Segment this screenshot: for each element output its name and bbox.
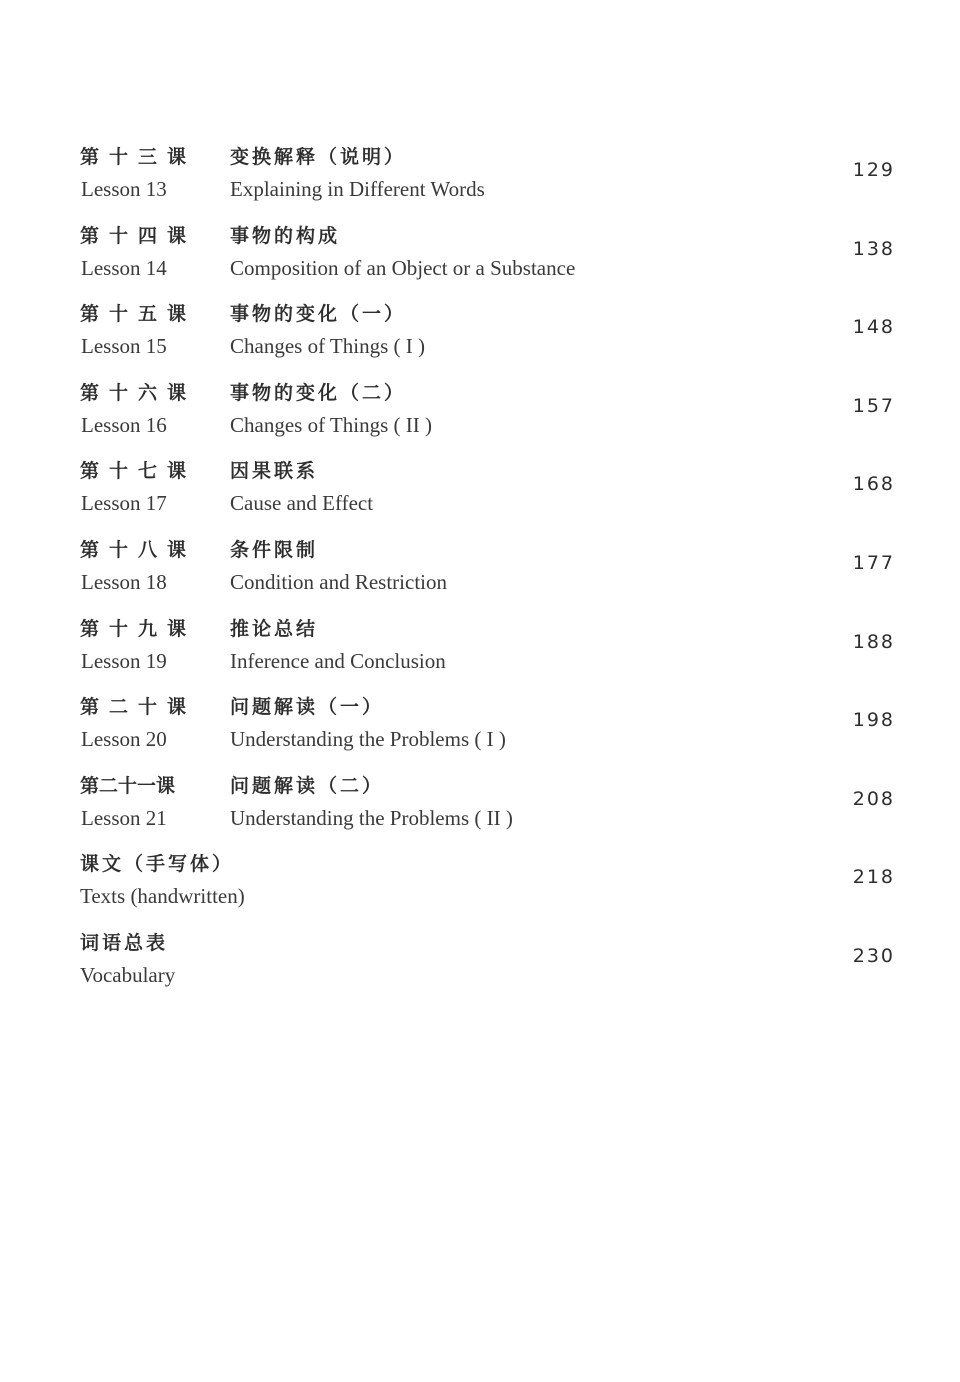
toc-entry[interactable] [80, 224, 900, 302]
lesson-number-en: Lesson 20 [81, 727, 167, 752]
toc-entry[interactable] [80, 302, 900, 380]
lesson-number-zh: 第十八课 [80, 539, 197, 561]
lesson-title-en: Explaining in Different Words [230, 177, 485, 201]
lesson-title-zh: 条件限制 [230, 539, 319, 561]
page-number: 138 [852, 237, 895, 260]
toc-entry[interactable] [80, 381, 900, 459]
lesson-title-zh: 事物的构成 [230, 224, 341, 247]
lesson-title-en: Inference and Conclusion [230, 648, 446, 673]
appendix-title-en: Vocabulary [80, 963, 176, 987]
page-number: 129 [852, 159, 895, 181]
page-number: 230 [852, 945, 895, 967]
lesson-title-en: Composition of an Object or a Substance [230, 255, 576, 280]
lesson-title-en: Understanding the Problems ( II ) [230, 805, 513, 830]
appendix-title-zh: 课文（手写体） [80, 853, 235, 876]
lesson-number-en: Lesson 15 [81, 334, 167, 359]
toc-entry[interactable] [80, 459, 900, 537]
page-number: 148 [852, 316, 895, 339]
lesson-number-zh: 第二十课 [80, 696, 197, 719]
lesson-title-en: Changes of Things ( II ) [230, 412, 432, 437]
lesson-title-en: Changes of Things ( I ) [230, 334, 425, 359]
page-number: 168 [852, 473, 895, 496]
lesson-title-zh: 变换解释（说明） [230, 146, 407, 168]
lesson-number-en: Lesson 18 [81, 570, 167, 594]
lesson-number-en: Lesson 16 [81, 412, 167, 437]
page-number: 188 [852, 630, 895, 653]
lesson-title-zh: 问题解读（一） [230, 696, 385, 719]
lesson-number-zh: 第十四课 [80, 224, 197, 247]
lesson-number-en: Lesson 17 [81, 491, 167, 516]
appendix-title-zh: 词语总表 [80, 932, 169, 954]
lesson-number-en: Lesson 21 [81, 805, 167, 830]
appendix-title-en: Texts (handwritten) [80, 884, 245, 909]
lesson-title-zh: 事物的变化（二） [230, 381, 407, 404]
lesson-number-zh: 第十五课 [80, 303, 197, 326]
page-number: 218 [852, 866, 895, 889]
toc-appendix-entry[interactable] [80, 852, 900, 930]
lesson-title-zh: 推论总结 [230, 617, 319, 640]
page-number: 198 [852, 709, 895, 732]
page-number: 157 [852, 394, 895, 417]
lesson-number-en: Lesson 19 [81, 648, 167, 673]
lesson-number-zh: 第二十一课 [80, 774, 176, 797]
lesson-title-en: Cause and Effect [230, 491, 374, 516]
toc-entry[interactable] [80, 538, 900, 616]
page-number: 177 [852, 552, 895, 574]
toc-entry[interactable] [80, 617, 900, 695]
page-number: 208 [852, 787, 895, 810]
lesson-number-en: Lesson 14 [81, 255, 167, 280]
lesson-title-zh: 事物的变化（一） [230, 303, 407, 326]
lesson-number-zh: 第十七课 [80, 460, 197, 483]
toc-entry[interactable] [80, 774, 900, 852]
toc-entry[interactable] [80, 695, 900, 773]
lesson-title-zh: 因果联系 [230, 460, 319, 483]
lesson-title-en: Understanding the Problems ( I ) [230, 727, 506, 752]
lesson-title-zh: 问题解读（二） [230, 774, 385, 797]
lesson-number-zh: 第十三课 [80, 146, 197, 168]
lesson-number-zh: 第十九课 [80, 617, 197, 640]
lesson-number-en: Lesson 13 [81, 177, 167, 201]
lesson-title-en: Condition and Restriction [230, 570, 447, 594]
toc-appendix-entry[interactable] [80, 931, 900, 1009]
lesson-number-zh: 第十六课 [80, 381, 197, 404]
toc-entry[interactable] [80, 145, 900, 223]
